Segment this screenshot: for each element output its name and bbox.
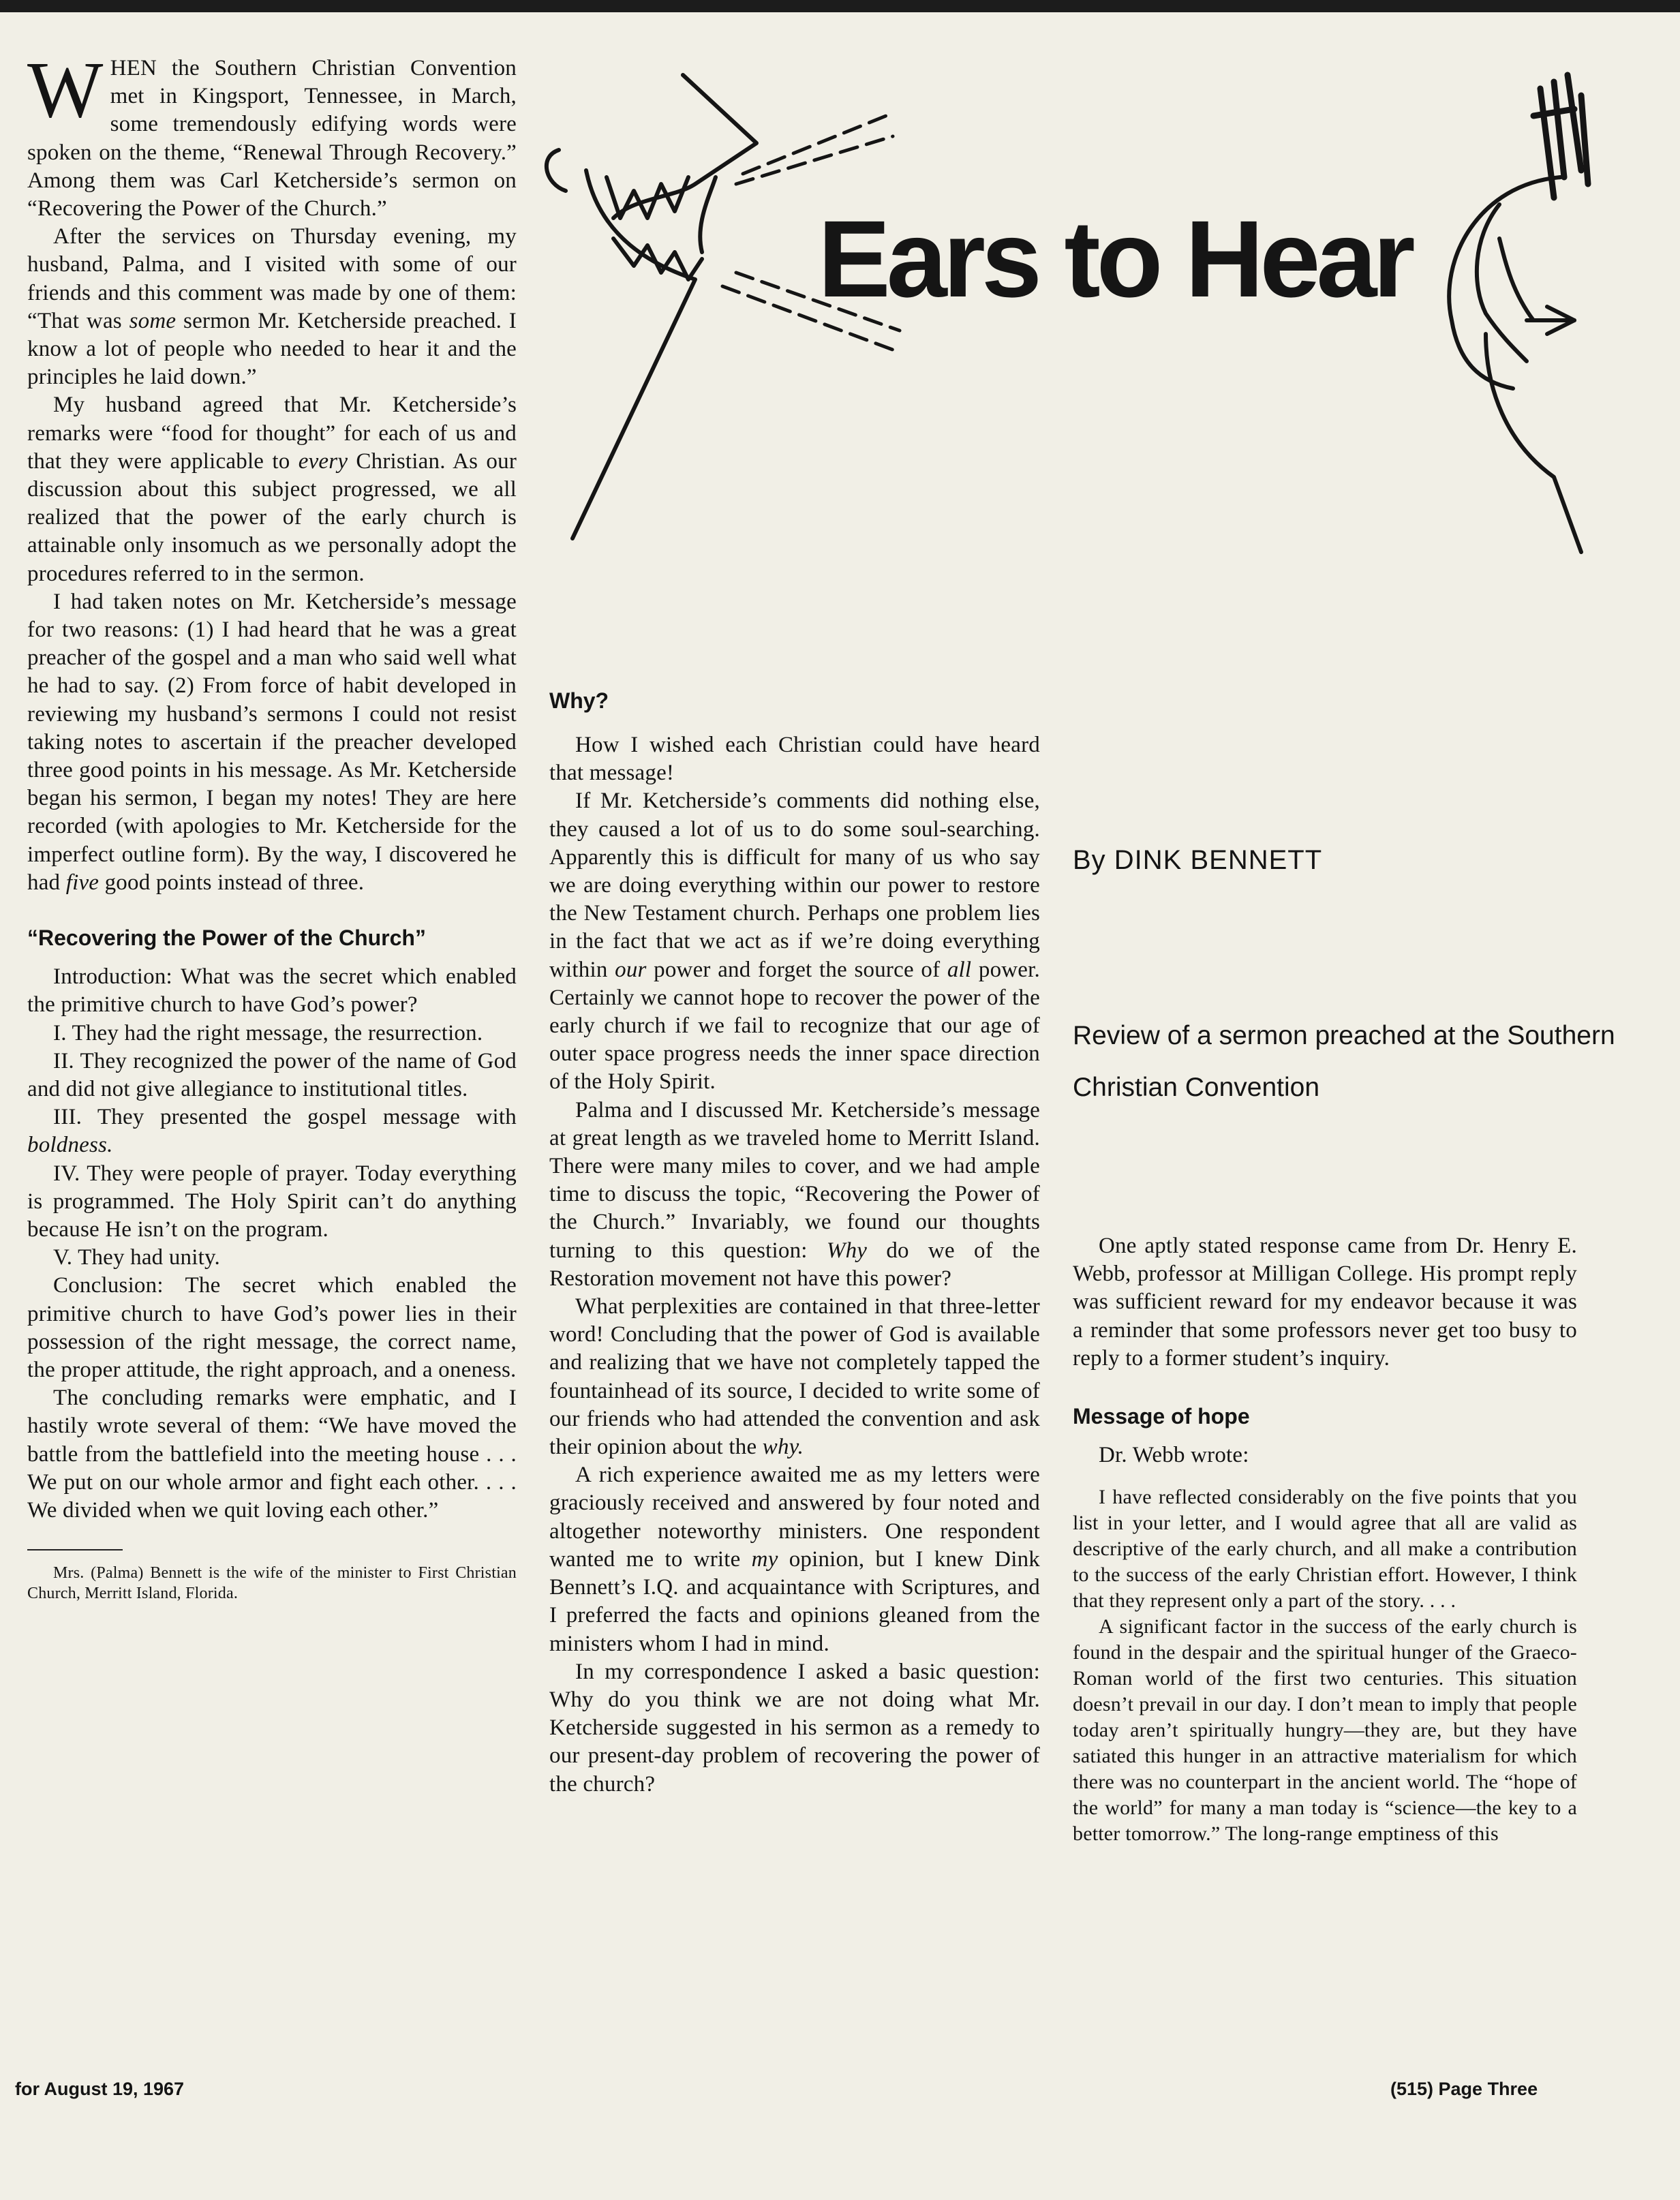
section-heading: Message of hope: [1073, 1404, 1250, 1429]
paragraph: How I wished each Christian could have heard that message!: [549, 733, 1040, 786]
outline-conclusion: Conclusion: The secret which enabled the primitive church to have God’s power lies in their possession of the right message, the correct name, the proper attitude, the right approach, and a oneness.: [27, 1273, 517, 1382]
footer-date: for August 19, 1967: [15, 2079, 185, 2099]
drop-cap: W: [27, 45, 104, 134]
paragraph: My husband agreed that Mr. Ketcherside’s remarks were “food for thought” for each of us and that they were applicable to every Christian. As our discussion about this subject progressed, we all realized that the power of the early church is attainable only insomuch as we personally adopt the procedures referred to in the sermon.: [27, 393, 517, 586]
ear-drawing: [1449, 177, 1581, 552]
paragraph: The concluding remarks were emphatic, and I hastily wrote several of them: “We have moved the battle from the battlefield into the meeting house . . . We put on our whole armor and fight each other. . . . We divided when we quit loving each other.”: [27, 1386, 517, 1523]
paragraph: After the services on Thursday evening, my husband, Palma, and I visited with some of our friends and this comment was made by one of them: “That was some sermon Mr. Ketcherside preached. I know a lot of people who needed to hear it and the principles he laid down.”: [27, 224, 517, 390]
paragraph: Palma and I discussed Mr. Ketcherside’s message at great length as we traveled home to Merritt Island. There were many miles to cover, and we had ample time to discuss the topic, “Recovering the Power of the Church.” Invariably, we found our thoughts turning to this question: Why do we of the Restoration movement not have this power?: [549, 1097, 1041, 1291]
paragraph: What perplexities are contained in that three-letter word! Concluding that the power of God is available and realizing that we have not completely tapped the fountainhead of its source, I decided to write some of our friends who had attended the convention and ask their opinion about the why.: [549, 1294, 1040, 1460]
paragraph: A rich experience awaited me as my letters were graciously received and answered by four noted and altogether noteworthy ministers. One respondent wanted me to write my opinion, but I knew Dink Bennett’s I.Q. and acquaintance with Scriptures, and I preferred the facts and opinions gleaned from the ministers whom I had in mind.: [549, 1463, 1040, 1656]
paragraph: I had taken notes on Mr. Ketcherside’s message for two reasons: (1) I had heard that he was a great preacher of the gospel and a man who said well what he had to say. (2) From force of habit developed in reviewing my husband’s sermons I could not resist taking notes to ascertain if the preacher developed three good points in his message. As Mr. Ketcherside began his sermon, I began my notes! They are here recorded (with apologies to Mr. Ketcherside for the imperfect outline form). By the way, I discovered he had five good points instead of three.: [27, 589, 517, 895]
footer-page-number: (515) Page Three: [1390, 2079, 1538, 2099]
outline-point: I. They had the right message, the resurrection.: [53, 1020, 483, 1045]
outline-point: V. They had unity.: [53, 1245, 220, 1270]
outline-intro: Introduction: What was the secret which enabled the primitive church to have God’s power?: [27, 964, 517, 1018]
letter-quote: A significant factor in the success of the early church is found in the despair and the spiritual hunger of the Graeco-Roman world of the first two centuries. This situation doesn’t prevail in our day. I don’t mean to imply that people today aren’t spiritually hungry—they are, but they have satiated this hunger in an attractive materialism for which there was no counterpart in the ancient world. The “hope of the world” for many a man today is “science—the key to a better tomorrow.” The long-range emptiness of this: [1073, 1615, 1577, 1846]
footnote: Mrs. (Palma) Bennett is the wife of the minister to First Christian Church, Merritt Island, Florida.: [27, 1564, 517, 1603]
top-border: [0, 0, 1680, 12]
outline-point: II. They recognized the power of the name of God and did not give allegiance to institutional titles.: [27, 1048, 517, 1101]
footnote-rule: [27, 1549, 123, 1550]
column-2: [549, 688, 1040, 1799]
section-heading: Why?: [549, 688, 609, 713]
article-subtitle: Review of a sermon preached at the Southern Christian Convention: [1073, 1021, 1615, 1102]
paragraph: If Mr. Ketcherside’s comments did nothing else, they caused a lot of us to do some soul-searching. Apparently this is difficult for many of us who say we are doing everything within our power to restore the New Testament church. Perhaps one problem lies in the fact that we act as if we’re doing everything within our power and forget the source of all power. Certainly we cannot hope to recover the power of the early church if we fail to recognize that our age of outer space progress needs the inner space direction of the Holy Spirit.: [549, 789, 1040, 1095]
column-3: [1073, 1232, 1577, 1847]
paragraph: WHEN the Southern Christian Convention met in Kingsport, Tennessee, in March, some tremendously edifying words were spoken on the theme, “Renewal Through Recovery.” Among them was Carl Ketcherside’s sermon on “Recovering the Power of the Church.”: [27, 45, 517, 221]
letter-quote: I have reflected considerably on the five points that you list in your letter, and I would agree that all are valid as descriptive of the early church, and all make a contribution to the success of the early Christian effort. However, I think that they represent only a part of the story. . . .: [1073, 1486, 1577, 1613]
paragraph: Dr. Webb wrote:: [1099, 1443, 1249, 1468]
article-title: Ears to Hear: [818, 198, 1411, 320]
column-1: [27, 45, 517, 1604]
ears-to-hear-illustration: [532, 61, 1608, 579]
paragraph: One aptly stated response came from Dr. Henry E. Webb, professor at Milligan College. His prompt reply was sufficient reward for my endeavor because it was a reminder that some professors never get too busy to reply to a former student’s inquiry.: [1073, 1234, 1577, 1371]
outline-point: III. They presented the gospel message with boldness.: [27, 1105, 517, 1158]
mouth-drawing: [547, 75, 757, 538]
byline: By DINK BENNETT: [1073, 845, 1323, 875]
section-heading: “Recovering the Power of the Church”: [27, 926, 426, 951]
paragraph: In my correspondence I asked a basic question: Why do you think we are not doing what Mr. Ketcherside suggested in his sermon as a remedy to our present-day problem of recovering the power of the church?: [549, 1659, 1040, 1797]
outline-point: IV. They were people of prayer. Today everything is programmed. The Holy Spirit can’t do anything because He isn’t on the program.: [27, 1161, 517, 1242]
